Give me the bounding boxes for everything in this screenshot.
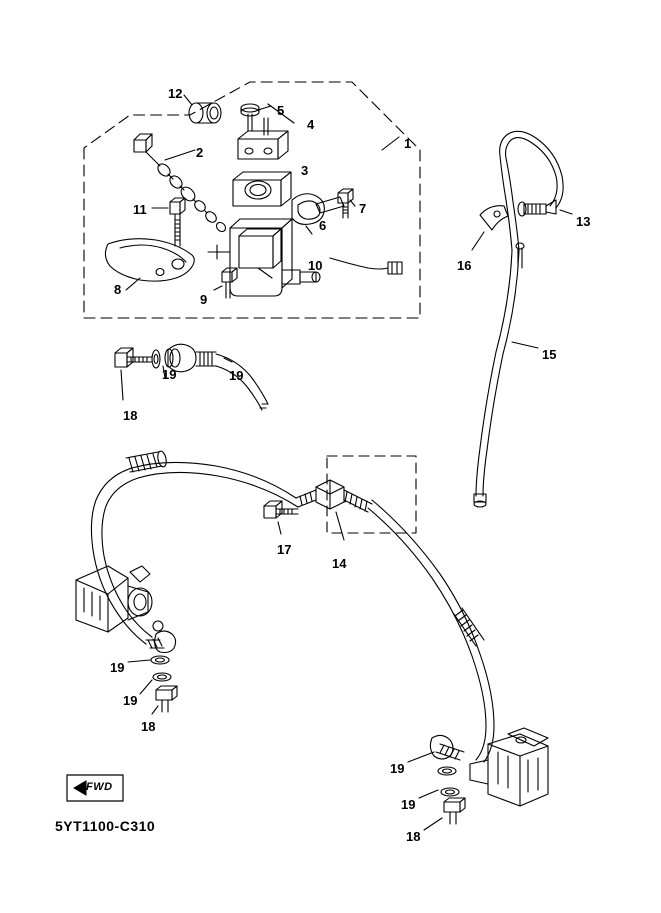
diaphragm-plate-4-side: [278, 131, 288, 159]
callout-number-10: 10: [308, 258, 323, 273]
master-cylinder-side-face: [282, 219, 292, 288]
bolt-11-shank: [175, 214, 180, 246]
bolt-11-head-side: [180, 198, 185, 214]
fitting-13-ribs: [528, 204, 540, 214]
reservoir-cover-3-side: [281, 172, 291, 206]
plate-hole-left: [245, 148, 253, 154]
rear-caliper-edge-b: [520, 746, 548, 756]
callout-number-18: 18: [406, 829, 421, 844]
piston-kit-rod5: [205, 211, 207, 213]
callout-number-12: 12: [168, 86, 183, 101]
callout-number-7: 7: [359, 201, 367, 216]
pivot-nut-9-side: [232, 268, 237, 282]
leader-17: [278, 522, 281, 534]
leader-14: [336, 512, 344, 540]
callout-number-1: 1: [404, 136, 412, 151]
rear-washer-19-b-hole: [446, 790, 455, 794]
dust-boot-12-right: [207, 103, 221, 123]
leader-19-caliper-a: [128, 660, 150, 662]
fitting-13-body: [524, 204, 546, 214]
dust-boot-12-body: [196, 103, 214, 123]
fwd-label: FWD: [86, 781, 113, 793]
callout-number-5: 5: [277, 103, 285, 118]
bolt-17-shank: [276, 509, 298, 514]
callout-number-8: 8: [114, 282, 122, 297]
callout-number-19: 19: [162, 367, 177, 382]
assembly-boundary-2: [327, 456, 416, 533]
callout-number-18: 18: [123, 408, 138, 423]
callout-number-19: 19: [110, 660, 125, 675]
callout-number-19: 19: [390, 761, 405, 776]
rear-washer-19-a: [438, 767, 456, 775]
rear-caliper-body: [488, 734, 548, 806]
fitting-13-nut: [546, 200, 556, 214]
leader-5: [258, 106, 271, 110]
leader-6: [306, 226, 312, 234]
callout-number-15: 15: [542, 347, 557, 362]
fitting-13-end: [518, 202, 526, 216]
bolt-11-thread: [175, 220, 180, 240]
union-14-crimp-ribs: [345, 492, 367, 511]
leader-19-caliper-b: [140, 680, 152, 694]
rear-hose-crimp-ribs: [440, 745, 459, 759]
outlet-fitting: [300, 272, 316, 282]
rear-washer-19-a-hole: [443, 769, 452, 773]
callout-number-19: 19: [229, 368, 244, 383]
piston-seal-f: [215, 221, 228, 234]
callout-number-6: 6: [319, 218, 327, 233]
dust-boot-12-bore: [210, 107, 218, 119]
rear-hose-lower-b: [372, 500, 494, 762]
front-washer-19-b: [153, 673, 171, 681]
reservoir-cover-3-hole-inner: [250, 185, 266, 196]
banjo-bolt-18-head: [115, 353, 127, 367]
hose-clip-rod-top: [516, 243, 524, 249]
piston-kit-block: [134, 140, 146, 152]
switch-connector-ribs: [392, 262, 397, 274]
leader-9: [214, 286, 222, 290]
clamp-bolt-7-thread: [343, 207, 348, 213]
rear-caliper-bracket: [470, 760, 488, 784]
washer-19-a-hole: [154, 355, 158, 364]
washer-19-b: [165, 349, 173, 367]
callout-number-17: 17: [277, 542, 292, 557]
leader-1: [382, 137, 399, 150]
front-washer-19-a-hole: [156, 658, 165, 662]
leader-2: [165, 150, 195, 160]
washer-19-a: [152, 350, 160, 368]
callout-number-18: 18: [141, 719, 156, 734]
leader-18-top: [121, 370, 123, 400]
piston-kit-rod1: [146, 152, 160, 166]
leader-16: [472, 232, 484, 250]
front-hose-top-b: [138, 472, 298, 507]
callout-number-4: 4: [307, 117, 315, 132]
callout-number-19: 19: [123, 693, 138, 708]
leader-13: [560, 210, 572, 214]
callout-number-11: 11: [133, 202, 147, 217]
clamp-bolt-7-head: [338, 193, 348, 203]
brake-lever-pivot-hole: [172, 259, 184, 269]
front-caliper-piston-inner: [134, 594, 146, 610]
rear-caliper-edge: [488, 744, 520, 806]
front-washer-19-a: [151, 656, 169, 664]
front-caliper-banjo-boss: [153, 621, 163, 631]
hose-spring-guard: [126, 452, 162, 472]
brake-lever-adjust-hole: [156, 269, 164, 276]
hose-crimp: [196, 352, 216, 366]
front-banjo-fitting: [155, 631, 176, 653]
drawing-part-number: 5YT1100-C310: [55, 818, 156, 834]
switch-wire: [330, 258, 388, 269]
hose-crimp-ribs: [200, 352, 212, 366]
front-banjo-bolt-18-head: [156, 690, 172, 700]
reservoir-cover-3-hole: [245, 181, 271, 199]
rear-hose-15-d: [483, 250, 519, 496]
plate-hole-right: [264, 148, 272, 154]
rear-caliper-fins: [498, 752, 508, 788]
front-caliper-fins: [84, 588, 100, 620]
callout-number-14: 14: [332, 556, 347, 571]
callout-number-13: 13: [576, 214, 591, 229]
front-washer-19-b-hole: [158, 675, 167, 679]
rear-banjo-bolt-18-shank: [450, 812, 456, 824]
callout-number-9: 9: [200, 292, 208, 307]
callout-number-3: 3: [301, 163, 309, 178]
rear-hose-15-b: [506, 138, 558, 250]
rear-caliper-fins-b: [528, 758, 538, 792]
union-14-crimp: [344, 490, 372, 512]
leader-7: [350, 200, 355, 206]
master-cylinder-body: [230, 228, 282, 296]
dust-boot-12-left: [189, 103, 203, 123]
rear-hose-15-a: [500, 131, 563, 250]
piston-kit-block-side: [146, 134, 152, 152]
bolt-17-head: [264, 506, 276, 518]
reservoir-cover-3: [233, 180, 281, 206]
leader-18-rear: [424, 818, 442, 830]
callout-number-2: 2: [196, 145, 204, 160]
leader-15: [512, 342, 538, 348]
leader-12: [184, 95, 192, 105]
hose-guard-end: [156, 450, 167, 467]
front-banjo-bolt-18-head-side: [172, 686, 177, 700]
diaphragm-plate-4-top: [238, 131, 288, 139]
callout-number-19: 19: [401, 797, 416, 812]
master-cylinder-outlet: [282, 270, 300, 284]
leader-19-rear-b: [419, 790, 438, 798]
leader-19-rear-a: [408, 752, 434, 762]
bolt-11-head: [170, 202, 180, 214]
master-cylinder-window-side: [273, 229, 281, 268]
rear-banjo-bolt-18-head: [444, 802, 460, 812]
front-caliper-lug: [130, 566, 150, 582]
hose-bracket-16: [480, 206, 508, 230]
leader-8: [126, 278, 140, 290]
callout-number-16: 16: [457, 258, 472, 273]
front-banjo-bolt-18-shank: [162, 700, 168, 712]
master-cylinder-window: [239, 236, 273, 268]
leader-18-caliper: [152, 706, 158, 714]
rear-washer-19-b: [441, 788, 459, 796]
rear-hose-15-c: [476, 250, 512, 496]
switch-connector: [388, 262, 402, 274]
hose-bracket-16-hole: [494, 211, 500, 217]
leader-10: [258, 268, 272, 278]
rear-banjo-bolt-18-head-side: [460, 798, 465, 812]
pivot-bolt-9-shank: [226, 282, 230, 298]
